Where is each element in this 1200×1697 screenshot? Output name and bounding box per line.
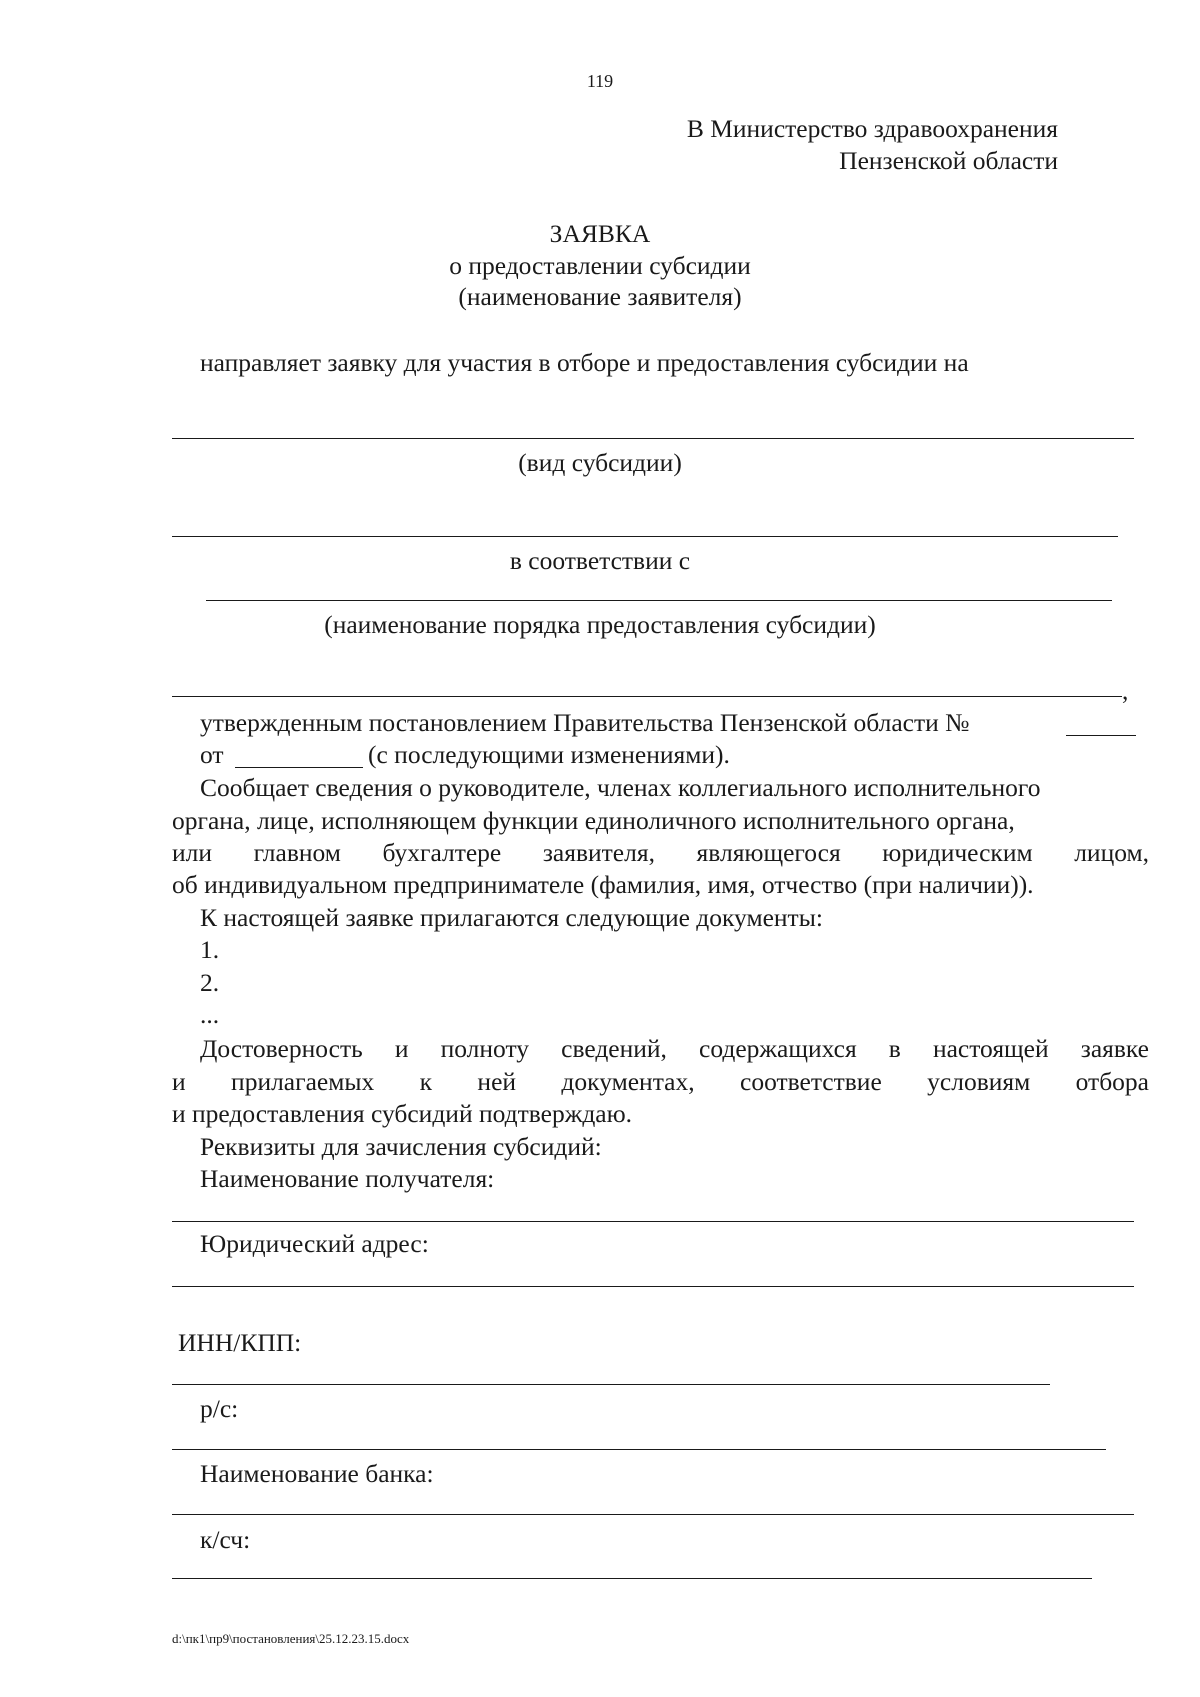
- in-accordance-text: в соответствии с: [509, 546, 691, 575]
- attachments-intro: К настоящей заявке прилагаются следующие документы:: [200, 903, 823, 932]
- corr-account-label: к/сч:: [200, 1525, 251, 1554]
- subsidy-type-line: [172, 438, 1134, 439]
- requisites-heading: Реквизиты для зачисления субсидий:: [200, 1132, 602, 1161]
- inn-kpp-label: ИНН/КПП:: [178, 1328, 302, 1357]
- legal-address-label: Юридический адрес:: [200, 1229, 429, 1258]
- attachment-item-more: ...: [200, 1000, 220, 1029]
- info-line-4: об индивидуальном предпринимателе (фамилия, имя, отчество (при наличии)).: [172, 870, 1034, 899]
- document-heading: ЗАЯВКА: [549, 219, 651, 248]
- approved-line-1: утвержденным постановлением Правительства Пензенской области №: [200, 708, 970, 737]
- order-name-line: [206, 600, 1112, 601]
- attachment-item-2: 2.: [200, 968, 220, 997]
- subsidy-type-hint: (вид субсидии): [518, 448, 682, 477]
- resolution-date-field: [235, 767, 363, 768]
- blank-line: [172, 536, 1118, 537]
- info-line-1: Сообщает сведения о руководителе, членах коллегиального исполнительного: [200, 773, 1041, 802]
- confirmation-line-2: и прилагаемых к ней документах, соответствие условиям отбора: [172, 1067, 1149, 1096]
- addressee-line-2: Пензенской области: [839, 146, 1058, 175]
- account-line: [172, 1449, 1106, 1450]
- recipient-name-label: Наименование получателя:: [200, 1164, 495, 1193]
- applicant-name-hint: (наименование заявителя): [458, 282, 742, 311]
- approved-from-label: от: [200, 740, 224, 769]
- confirmation-line-3: и предоставления субсидий подтверждаю.: [172, 1099, 633, 1128]
- file-path-footer: d:\пк1\пр9\постановления\25.12.23.15.docx: [172, 1631, 410, 1646]
- approved-line-2: (с последующими изменениями).: [368, 740, 730, 769]
- order-name-hint: (наименование порядка предоставления субсидии): [324, 610, 876, 639]
- bank-name-line: [172, 1514, 1134, 1515]
- account-label: р/с:: [200, 1394, 239, 1423]
- recipient-name-line: [172, 1221, 1134, 1222]
- info-line-2: органа, лице, исполняющем функции единоличного исполнительного органа,: [172, 806, 1015, 835]
- resolution-number-field: [1066, 735, 1136, 736]
- intro-text: направляет заявку для участия в отборе и предоставления субсидии на: [200, 348, 969, 377]
- addressee-line-1: В Министерство здравоохранения: [686, 114, 1058, 143]
- legal-address-line: [172, 1286, 1134, 1287]
- page-number: 119: [586, 71, 614, 91]
- inn-kpp-line: [172, 1384, 1050, 1385]
- order-name-continuation-line: [172, 696, 1122, 697]
- corr-account-line: [172, 1578, 1092, 1579]
- confirmation-line-1: Достоверность и полноту сведений, содержащихся в настоящей заявке: [200, 1034, 1149, 1063]
- trailing-comma: ,: [1122, 676, 1129, 705]
- info-line-3: или главном бухгалтере заявителя, являющегося юридическим лицом,: [172, 838, 1149, 867]
- attachment-item-1: 1.: [200, 935, 220, 964]
- bank-name-label: Наименование банка:: [200, 1459, 434, 1488]
- document-subtitle: о предоставлении субсидии: [449, 251, 751, 280]
